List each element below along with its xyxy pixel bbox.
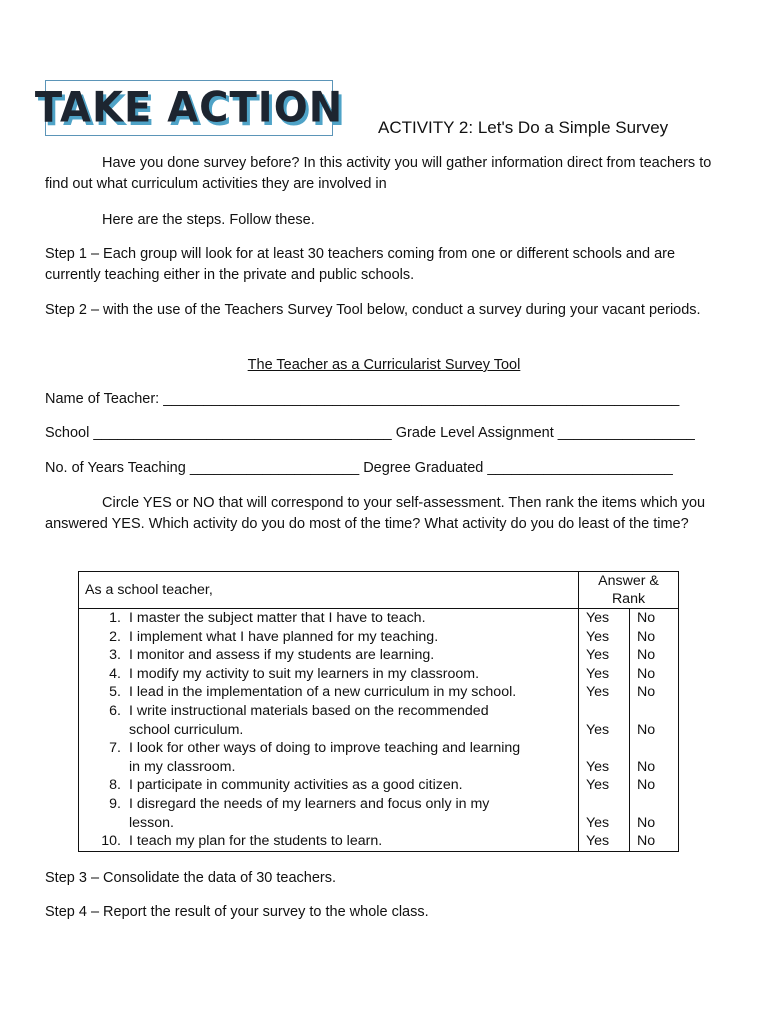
activity-title: ACTIVITY 2: Let's Do a Simple Survey <box>378 118 669 137</box>
yes-option[interactable]: Yes <box>579 776 630 795</box>
item-number: 4. <box>109 665 121 682</box>
survey-table <box>78 571 679 852</box>
no-option[interactable]: No <box>630 739 679 776</box>
years-degree-field: No. of Years Teaching _____________________ Degree Graduated _______________________ <box>45 460 673 476</box>
table-row <box>79 739 679 776</box>
no-option[interactable]: No <box>630 646 679 665</box>
header-school-teacher: As a school teacher, <box>79 572 579 609</box>
step-3: Step 3 – Consolidate the data of 30 teachers. <box>45 870 337 886</box>
yes-option[interactable]: Yes <box>579 609 630 628</box>
name-of-teacher-field: Name of Teacher: ________________________________________________________________ <box>45 391 680 407</box>
yes-option[interactable]: Yes <box>579 702 630 739</box>
item-text: I master the subject matter that I have to teach. <box>129 610 426 626</box>
item-text: I lead in the implementation of a new curriculum in my school. <box>129 684 517 701</box>
item-text: I teach my plan for the students to learn. <box>129 833 383 850</box>
yes-option[interactable]: Yes <box>579 665 630 684</box>
item-number: 7. <box>109 740 121 757</box>
item-number: 1. <box>109 610 121 626</box>
no-option[interactable]: No <box>630 628 679 647</box>
survey-table-header <box>79 572 679 609</box>
item-number <box>79 814 129 833</box>
survey-table-body <box>79 609 679 852</box>
item-text: I disregard the needs of my learners and focus only in my <box>129 795 490 812</box>
yes-option[interactable]: Yes <box>579 795 630 832</box>
no-option[interactable]: No <box>630 665 679 684</box>
school-grade-field: School _____________________________________ Grade Level Assignment _________________ <box>45 425 695 441</box>
intro-paragraph: Have you done survey before? In this activity you will gather information direct from teachers to find out what curriculum activities they are involved in <box>45 155 712 192</box>
no-option[interactable]: No <box>630 702 679 739</box>
take-action-logo-text: TAKE ACTION <box>34 83 344 133</box>
item-number: 10. <box>101 833 121 850</box>
item-text: in my classroom. <box>129 758 236 775</box>
item-number <box>79 721 129 740</box>
item-number: 5. <box>109 684 121 701</box>
item-number: 9. <box>109 795 121 812</box>
step-1: Step 1 – Each group will look for at least 30 teachers coming from one or different schools and are currently teaching either in the private and public schools. <box>45 246 676 283</box>
item-number <box>79 758 129 777</box>
table-row <box>79 628 679 647</box>
table-row <box>79 832 679 851</box>
item-number: 6. <box>109 702 121 719</box>
item-text: lesson. <box>129 814 174 831</box>
table-row <box>79 776 679 795</box>
survey-instructions: Circle YES or NO that will correspond to your self-assessment. Then rank the items which you answered YES. Which activity do you do most of the time? What activity do you do least of the time? <box>45 495 706 532</box>
item-text: school curriculum. <box>129 721 244 738</box>
table-row <box>79 795 679 832</box>
steps-intro: Here are the steps. Follow these. <box>102 212 315 228</box>
yes-option[interactable]: Yes <box>579 628 630 647</box>
item-text: I look for other ways of doing to improve teaching and learning <box>129 740 521 757</box>
survey-item <box>79 832 579 851</box>
yes-option[interactable]: Yes <box>579 646 630 665</box>
item-number: 2. <box>109 628 121 645</box>
table-row <box>79 609 679 628</box>
item-text: I implement what I have planned for my teaching. <box>129 628 439 645</box>
survey-item <box>79 776 579 795</box>
yes-option[interactable]: Yes <box>579 832 630 851</box>
table-row <box>79 683 679 702</box>
survey-item <box>79 665 579 684</box>
no-option[interactable]: No <box>630 832 679 851</box>
item-text: I modify my activity to suit my learners in my classroom. <box>129 665 480 682</box>
step-2: Step 2 – with the use of the Teachers Survey Tool below, conduct a survey during your vacant periods. <box>45 302 701 318</box>
yes-option[interactable]: Yes <box>579 683 630 702</box>
item-text: I write instructional materials based on the recommended <box>129 702 489 719</box>
yes-option[interactable]: Yes <box>579 739 630 776</box>
no-option[interactable]: No <box>630 776 679 795</box>
table-row <box>79 646 679 665</box>
item-number: 3. <box>109 647 121 664</box>
table-row <box>79 702 679 739</box>
table-row <box>79 665 679 684</box>
survey-item <box>79 646 579 665</box>
header-answer-rank: Answer & Rank <box>579 572 679 609</box>
no-option[interactable]: No <box>630 683 679 702</box>
survey-item <box>79 683 579 702</box>
item-number: 8. <box>109 777 121 794</box>
survey-tool-title: The Teacher as a Curricularist Survey Tool <box>247 357 521 373</box>
survey-item <box>79 702 579 739</box>
item-text: I participate in community activities as a good citizen. <box>129 777 463 794</box>
step-4: Step 4 – Report the result of your survey to the whole class. <box>45 904 429 920</box>
survey-item <box>79 609 579 628</box>
survey-item <box>79 795 579 832</box>
survey-item <box>79 739 579 776</box>
survey-item <box>79 628 579 647</box>
no-option[interactable]: No <box>630 609 679 628</box>
take-action-banner <box>34 80 344 136</box>
item-text: I monitor and assess if my students are learning. <box>129 647 435 664</box>
no-option[interactable]: No <box>630 795 679 832</box>
